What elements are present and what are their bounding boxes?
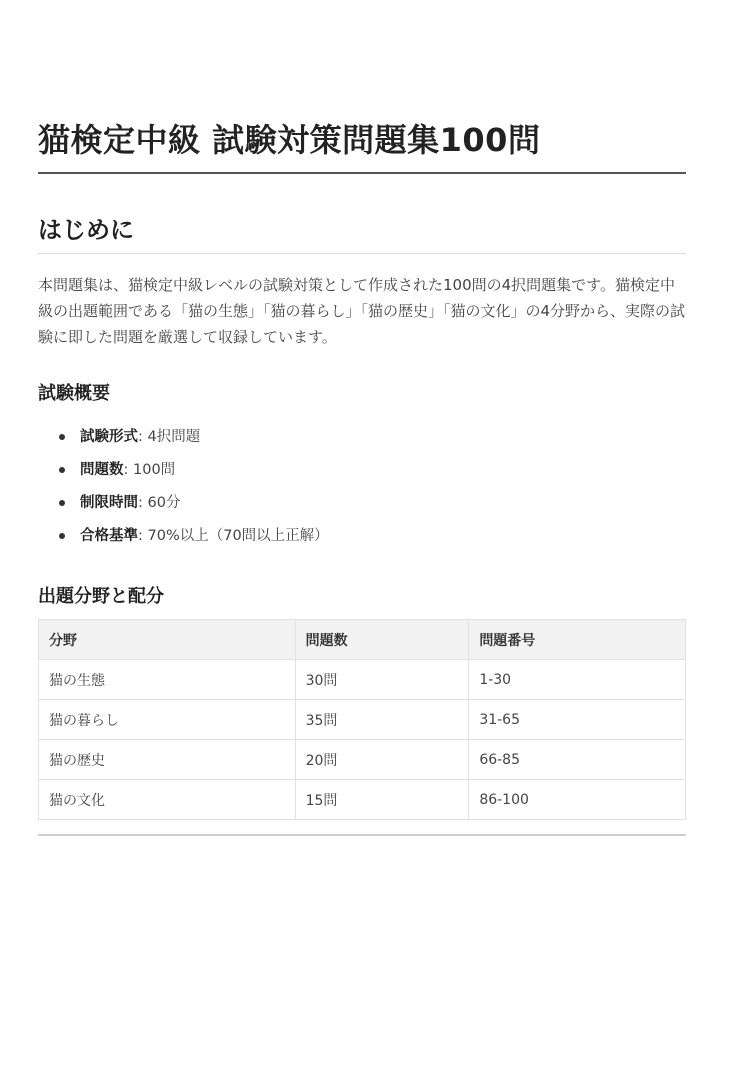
list-item-value: : 100問 <box>123 462 176 478</box>
table-cell: 30問 <box>295 660 469 700</box>
column-header-field: 分野 <box>39 620 296 660</box>
table-cell: 猫の生態 <box>39 660 296 700</box>
bullet-icon <box>59 467 65 473</box>
list-item-term: 試験形式 <box>80 429 138 445</box>
table-cell: 猫の暮らし <box>39 700 296 740</box>
table-header-row <box>39 620 686 660</box>
list-item-value: : 4択問題 <box>138 429 201 445</box>
section-divider <box>38 253 686 254</box>
table-cell: 35問 <box>295 700 469 740</box>
table-row <box>39 660 686 700</box>
table-row <box>39 780 686 820</box>
bottom-divider <box>38 834 686 836</box>
list-item <box>38 489 678 522</box>
overview-heading: 試験概要 <box>38 383 110 404</box>
bullet-icon <box>59 500 65 506</box>
page-title: 猫検定中級 試験対策問題集100問 <box>38 121 541 159</box>
table-row <box>39 740 686 780</box>
list-item-term: 合格基準 <box>80 528 138 544</box>
table-cell: 15問 <box>295 780 469 820</box>
column-header-numbers: 問題番号 <box>469 620 686 660</box>
table-cell: 31-65 <box>469 700 686 740</box>
table-cell: 86-100 <box>469 780 686 820</box>
column-header-count: 問題数 <box>295 620 469 660</box>
table-cell: 猫の文化 <box>39 780 296 820</box>
title-divider <box>38 172 686 174</box>
table-cell: 66-85 <box>469 740 686 780</box>
overview-list <box>38 423 678 555</box>
distribution-table <box>38 619 686 820</box>
table-row <box>39 700 686 740</box>
list-item <box>38 522 678 555</box>
distribution-heading: 出題分野と配分 <box>38 586 164 607</box>
table-cell: 1-30 <box>469 660 686 700</box>
intro-paragraph: 本問題集は、猫検定中級レベルの試験対策として作成された100問の4択問題集です。猫検定中級の出題範囲である「猫の生態」「猫の暮らし」「猫の歴史」「猫の文化」の4分野から、実際の試験に即した問題を厳選して収録しています。 <box>38 276 686 346</box>
list-item <box>38 456 678 489</box>
list-item-value: : 70%以上（70問以上正解） <box>138 528 329 544</box>
bullet-icon <box>59 533 65 539</box>
list-item-term: 制限時間 <box>80 495 138 511</box>
bullet-icon <box>59 434 65 440</box>
list-item-term: 問題数 <box>80 462 124 478</box>
table-cell: 猫の歴史 <box>39 740 296 780</box>
list-item <box>38 423 678 456</box>
list-item-value: : 60分 <box>138 495 181 511</box>
table-cell: 20問 <box>295 740 469 780</box>
intro-heading: はじめに <box>38 216 134 244</box>
